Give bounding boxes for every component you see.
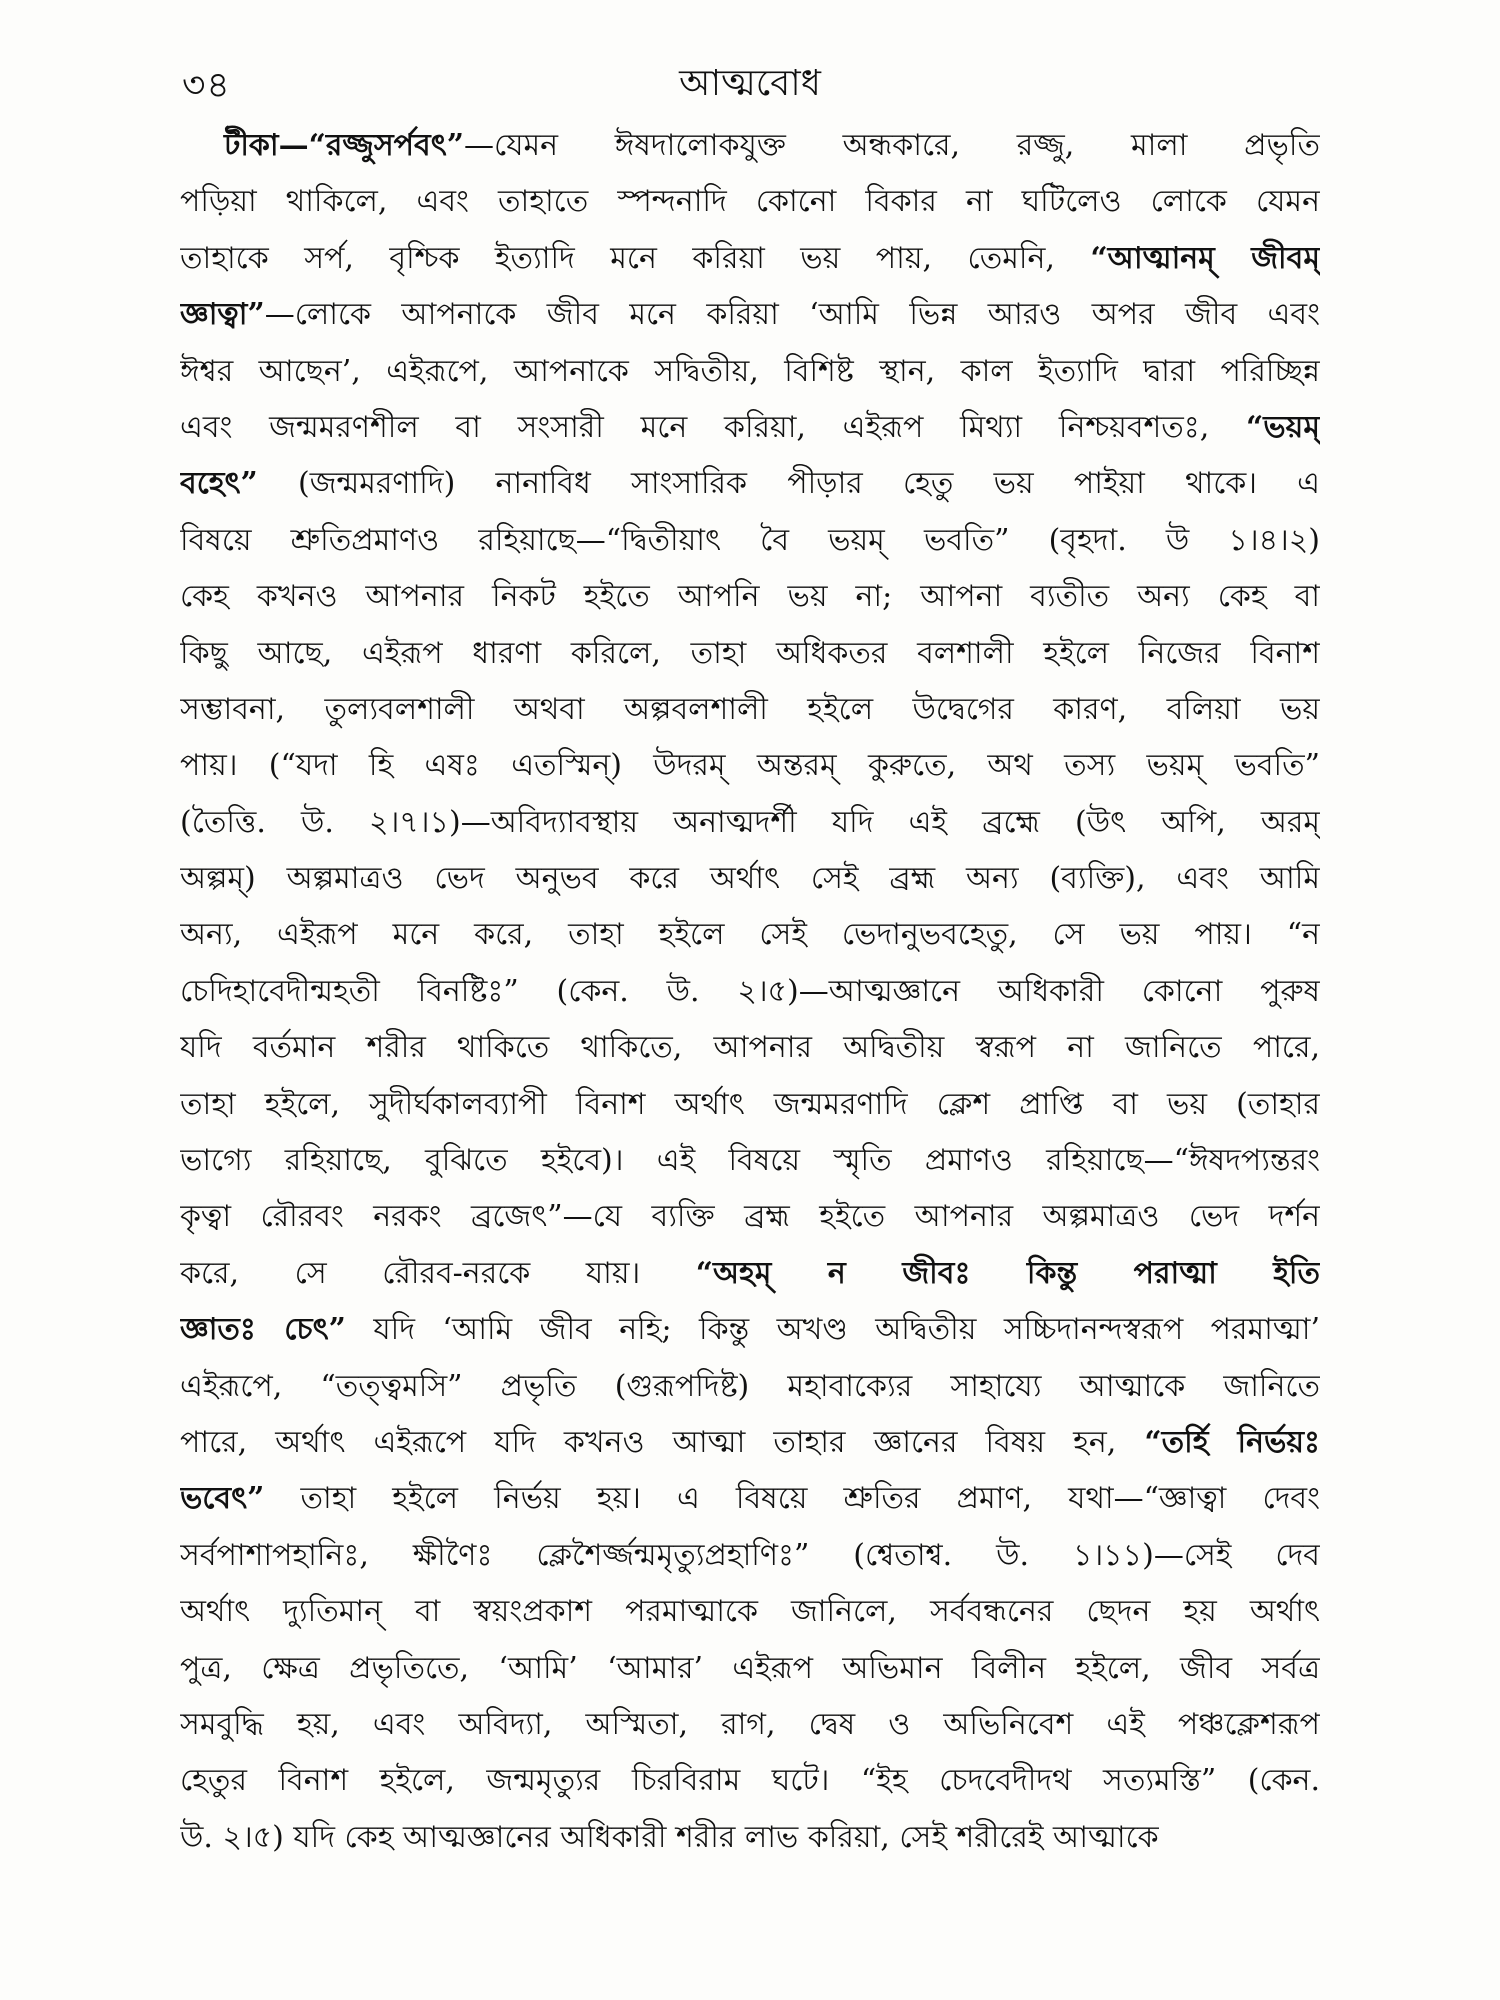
text-line: পুত্র, ক্ষেত্র প্রভৃতিতে, ‘আমি’ ‘আমার’ এইরূপ অভিমান বিলীন হইলে, জীব সর্বত্র — [180, 1650, 1320, 1686]
line-text: পারে, অর্থাৎ এইরূপে যদি কখনও আত্মা তাহার জ্ঞানের বিষয় হন, — [180, 1424, 1145, 1460]
text-line: উ. ২।৫) যদি কেহ আত্মজ্ঞানের অধিকারী শরীর লাভ করিয়া, সেই শরীরেই আত্মাকে — [180, 1819, 1159, 1855]
line-text: করে, সে রৌরব-নরকে যায়। — [180, 1255, 696, 1291]
text-line — [180, 118, 1320, 174]
bold-term: “অহম্ ন জীবঃ কিন্তু পরাত্মা ইতি — [695, 1255, 1320, 1291]
line-text: এবং জন্মমরণশীল বা সংসারী মনে করিয়া, এইরূপ মিথ্যা নিশ্চয়বশতঃ, — [180, 409, 1247, 445]
text-line: অল্পম্) অল্পমাত্রও ভেদ অনুভব করে অর্থাৎ সেই ব্রহ্ম অন্য (ব্যক্তি), এবং আমি — [180, 861, 1320, 897]
text-line — [180, 1415, 1320, 1471]
text-line: ভাগ্যে রহিয়াছে, বুঝিতে হইবে)। এই বিষয়ে স্মৃতি প্রমাণও রহিয়াছে—“ঈষদপ্যন্তরং — [180, 1143, 1320, 1179]
page-number: ৩৪ — [182, 65, 231, 106]
text-line — [180, 1302, 1320, 1358]
text-line: তাহা হইলে, সুদীর্ঘকালব্যাপী বিনাশ অর্থাৎ জন্মমরণাদি ক্লেশ প্রাপ্তি বা ভয় (তাহার — [180, 1086, 1320, 1122]
text-line: কেহ কখনও আপনার নিকট হইতে আপনি ভয় না; আপনা ব্যতীত অন্য কেহ বা — [180, 579, 1320, 615]
text-line — [180, 1471, 1320, 1527]
text-line: পায়। (“যদা হি এষঃ এতস্মিন্) উদরম্ অন্তরম্ কুরুতে, অথ তস্য ভয়ম্ ভবতি” — [180, 748, 1320, 784]
text-line: হেতুর বিনাশ হইলে, জন্মমৃত্যুর চিরবিরাম ঘটে। “ইহ চেদবেদীদথ সত্যমস্তি” (কেন. — [180, 1763, 1320, 1799]
text-line: সম্ভাবনা, তুল্যবলশালী অথবা অল্পবলশালী হইলে উদ্বেগের কারণ, বলিয়া ভয় — [180, 691, 1320, 727]
text-line: কৃত্বা রৌরবং নরকং ব্রজেৎ”—যে ব্যক্তি ব্রহ্ম হইতে আপনার অল্পমাত্রও ভেদ দর্শন — [180, 1199, 1320, 1235]
line-text: যদি ‘আমি জীব নহি; কিন্তু অখণ্ড অদ্বিতীয় সচ্চিদানন্দস্বরূপ পরমাত্মা’ — [345, 1312, 1320, 1348]
line-text: —লোকে আপনাকে জীব মনে করিয়া ‘আমি ভিন্ন আরও অপর জীব এবং — [264, 297, 1320, 333]
bold-term: জ্ঞাত্বা” — [180, 297, 265, 333]
bold-term: বহেৎ” — [180, 466, 258, 502]
text-line — [180, 287, 1320, 343]
bold-term: জ্ঞাতঃ চেৎ” — [180, 1312, 346, 1348]
text-line: পড়িয়া থাকিলে, এবং তাহাতে স্পন্দনাদি কোনো বিকার না ঘটিলেও লোকে যেমন — [180, 184, 1320, 220]
text-line — [180, 456, 1320, 512]
text-line: এইরূপে, “তত্ত্বমসি” প্রভৃতি (গুরূপদিষ্ট) মহাবাক্যের সাহায্যে আত্মাকে জানিতে — [180, 1368, 1320, 1404]
bold-term: টীকা—“রজ্জুসর্পবৎ” — [224, 128, 465, 163]
line-text: —যেমন ঈষদালোকযুক্ত অন্ধকারে, রজ্জু, মালা প্রভৃতি — [464, 128, 1320, 163]
text-line: ঈশ্বর আছেন’, এইরূপে, আপনাকে সদ্বিতীয়, বিশিষ্ট স্থান, কাল ইত্যাদি দ্বারা পরিচ্ছিন্ন — [180, 353, 1320, 389]
text-line: কিছু আছে, এইরূপ ধারণা করিলে, তাহা অধিকতর বলশালী হইলে নিজের বিনাশ — [180, 635, 1320, 671]
text-line: সর্বপাশাপহানিঃ, ক্ষীণৈঃ ক্লেশৈর্জ্জন্মমৃত্যুপ্রহাণিঃ” (শ্বেতাশ্ব. উ. ১।১১)—সেই দেব — [180, 1537, 1320, 1573]
text-line: অর্থাৎ দ্যুতিমান্ বা স্বয়ংপ্রকাশ পরমাত্মাকে জানিলে, সর্ববন্ধনের ছেদন হয় অর্থাৎ — [180, 1594, 1320, 1630]
text-line: অন্য, এইরূপ মনে করে, তাহা হইলে সেই ভেদানুভবহেতু, সে ভয় পায়। “ন — [180, 917, 1320, 953]
text-line: সমবুদ্ধি হয়, এবং অবিদ্যা, অস্মিতা, রাগ, দ্বেষ ও অভিনিবেশ এই পঞ্চক্লেশরূপ — [180, 1706, 1320, 1742]
text-line: বিষয়ে শ্রুতিপ্রমাণও রহিয়াছে—“দ্বিতীয়াৎ বৈ ভয়ম্ ভবতি” (বৃহদা. উ ১।৪।২) — [180, 522, 1320, 558]
running-title: আত্মবোধ — [679, 63, 821, 104]
bold-term: “আত্মানম্ জীবম্ — [1090, 240, 1320, 276]
text-line: (তৈত্তি. উ. ২।৭।১)—অবিদ্যাবস্থায় অনাত্মদর্শী যদি এই ব্রহ্মে (উৎ অপি, অরম্ — [180, 804, 1320, 840]
text-line: যদি বর্তমান শরীর থাকিতে থাকিতে, আপনার অদ্বিতীয় স্বরূপ না জানিতে পারে, — [180, 1030, 1320, 1066]
page-header — [0, 48, 1500, 108]
line-text: (জন্মমরণাদি) নানাবিধ সাংসারিক পীড়ার হেতু ভয় পাইয়া থাকে। এ — [257, 466, 1320, 502]
bold-term: ভবেৎ” — [180, 1481, 265, 1517]
bold-term: “ভয়ম্ — [1246, 409, 1320, 445]
bold-term: “তর্হি নির্ভয়ঃ — [1144, 1424, 1320, 1460]
line-text: তাহাকে সর্প, বৃশ্চিক ইত্যাদি মনে করিয়া ভয় পায়, তেমনি, — [180, 240, 1091, 276]
text-line — [180, 231, 1320, 287]
line-text: তাহা হইলে নির্ভয় হয়। এ বিষয়ে শ্রুতির প্রমাণ, যথা—“জ্ঞাত্বা দেবং — [264, 1481, 1320, 1517]
text-line: চেদিহাবেদীন্মহতী বিনষ্টিঃ” (কেন. উ. ২।৫)—আত্মজ্ঞানে অধিকারী কোনো পুরুষ — [180, 973, 1320, 1009]
text-line — [180, 1246, 1320, 1302]
text-line — [180, 400, 1320, 456]
commentary-text — [180, 118, 1320, 1866]
